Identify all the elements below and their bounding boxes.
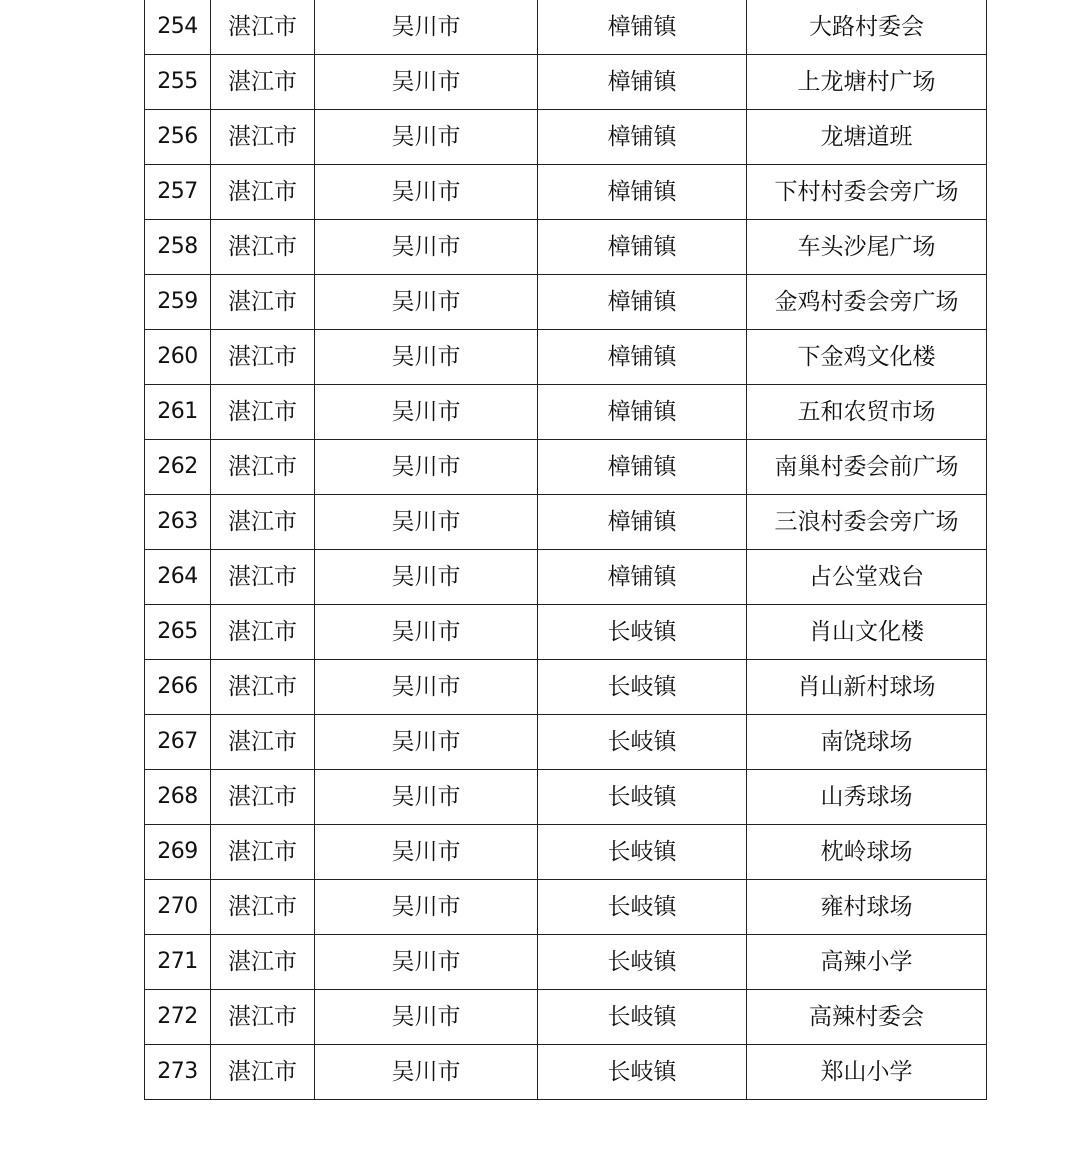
row-number-cell: 269 — [145, 825, 211, 880]
town-cell: 长岐镇 — [538, 770, 747, 825]
table-row — [145, 110, 987, 165]
city-cell: 湛江市 — [211, 0, 315, 55]
table-row — [145, 990, 987, 1045]
county-cell: 吴川市 — [315, 935, 538, 990]
town-cell: 长岐镇 — [538, 660, 747, 715]
site-list-table-container — [144, 0, 986, 1100]
row-number-cell: 257 — [145, 165, 211, 220]
town-cell: 樟铺镇 — [538, 385, 747, 440]
city-cell: 湛江市 — [211, 385, 315, 440]
table-row — [145, 550, 987, 605]
county-cell: 吴川市 — [315, 330, 538, 385]
town-cell: 樟铺镇 — [538, 165, 747, 220]
table-row — [145, 660, 987, 715]
county-cell: 吴川市 — [315, 825, 538, 880]
city-cell: 湛江市 — [211, 715, 315, 770]
table-row — [145, 495, 987, 550]
site-cell: 山秀球场 — [747, 770, 987, 825]
county-cell: 吴川市 — [315, 880, 538, 935]
city-cell: 湛江市 — [211, 990, 315, 1045]
table-row — [145, 385, 987, 440]
city-cell: 湛江市 — [211, 165, 315, 220]
site-cell: 雍村球场 — [747, 880, 987, 935]
row-number-cell: 254 — [145, 0, 211, 55]
table-row — [145, 605, 987, 660]
city-cell: 湛江市 — [211, 110, 315, 165]
city-cell: 湛江市 — [211, 440, 315, 495]
table-row — [145, 715, 987, 770]
site-cell: 大路村委会 — [747, 0, 987, 55]
site-cell: 占公堂戏台 — [747, 550, 987, 605]
town-cell: 樟铺镇 — [538, 110, 747, 165]
table-row — [145, 275, 987, 330]
town-cell: 樟铺镇 — [538, 220, 747, 275]
city-cell: 湛江市 — [211, 220, 315, 275]
county-cell: 吴川市 — [315, 385, 538, 440]
site-list-table — [144, 0, 987, 1100]
table-row — [145, 825, 987, 880]
site-cell: 五和农贸市场 — [747, 385, 987, 440]
town-cell: 樟铺镇 — [538, 550, 747, 605]
table-row — [145, 220, 987, 275]
city-cell: 湛江市 — [211, 55, 315, 110]
city-cell: 湛江市 — [211, 660, 315, 715]
row-number-cell: 255 — [145, 55, 211, 110]
row-number-cell: 263 — [145, 495, 211, 550]
county-cell: 吴川市 — [315, 990, 538, 1045]
table-row — [145, 935, 987, 990]
city-cell: 湛江市 — [211, 880, 315, 935]
table-row — [145, 770, 987, 825]
table-row — [145, 1045, 987, 1100]
row-number-cell: 273 — [145, 1045, 211, 1100]
county-cell: 吴川市 — [315, 550, 538, 605]
site-cell: 龙塘道班 — [747, 110, 987, 165]
site-cell: 南饶球场 — [747, 715, 987, 770]
table-row — [145, 880, 987, 935]
town-cell: 长岐镇 — [538, 1045, 747, 1100]
county-cell: 吴川市 — [315, 660, 538, 715]
city-cell: 湛江市 — [211, 495, 315, 550]
city-cell: 湛江市 — [211, 330, 315, 385]
site-cell: 三浪村委会旁广场 — [747, 495, 987, 550]
table-row — [145, 440, 987, 495]
site-cell: 枕岭球场 — [747, 825, 987, 880]
county-cell: 吴川市 — [315, 770, 538, 825]
town-cell: 樟铺镇 — [538, 55, 747, 110]
row-number-cell: 267 — [145, 715, 211, 770]
town-cell: 长岐镇 — [538, 990, 747, 1045]
row-number-cell: 260 — [145, 330, 211, 385]
site-cell: 下金鸡文化楼 — [747, 330, 987, 385]
row-number-cell: 264 — [145, 550, 211, 605]
county-cell: 吴川市 — [315, 715, 538, 770]
site-cell: 肖山新村球场 — [747, 660, 987, 715]
row-number-cell: 261 — [145, 385, 211, 440]
town-cell: 樟铺镇 — [538, 495, 747, 550]
city-cell: 湛江市 — [211, 935, 315, 990]
town-cell: 长岐镇 — [538, 605, 747, 660]
table-row — [145, 0, 987, 55]
row-number-cell: 262 — [145, 440, 211, 495]
town-cell: 长岐镇 — [538, 715, 747, 770]
site-cell: 郑山小学 — [747, 1045, 987, 1100]
county-cell: 吴川市 — [315, 55, 538, 110]
town-cell: 樟铺镇 — [538, 330, 747, 385]
city-cell: 湛江市 — [211, 770, 315, 825]
row-number-cell: 266 — [145, 660, 211, 715]
row-number-cell: 270 — [145, 880, 211, 935]
table-row — [145, 330, 987, 385]
town-cell: 樟铺镇 — [538, 0, 747, 55]
city-cell: 湛江市 — [211, 275, 315, 330]
row-number-cell: 268 — [145, 770, 211, 825]
town-cell: 樟铺镇 — [538, 440, 747, 495]
county-cell: 吴川市 — [315, 605, 538, 660]
town-cell: 长岐镇 — [538, 825, 747, 880]
row-number-cell: 271 — [145, 935, 211, 990]
site-cell: 上龙塘村广场 — [747, 55, 987, 110]
city-cell: 湛江市 — [211, 605, 315, 660]
site-cell: 下村村委会旁广场 — [747, 165, 987, 220]
county-cell: 吴川市 — [315, 275, 538, 330]
site-cell: 高辣村委会 — [747, 990, 987, 1045]
row-number-cell: 259 — [145, 275, 211, 330]
table-body — [145, 0, 987, 1100]
site-cell: 车头沙尾广场 — [747, 220, 987, 275]
county-cell: 吴川市 — [315, 495, 538, 550]
row-number-cell: 258 — [145, 220, 211, 275]
town-cell: 樟铺镇 — [538, 275, 747, 330]
county-cell: 吴川市 — [315, 1045, 538, 1100]
city-cell: 湛江市 — [211, 1045, 315, 1100]
city-cell: 湛江市 — [211, 825, 315, 880]
town-cell: 长岐镇 — [538, 880, 747, 935]
site-cell: 肖山文化楼 — [747, 605, 987, 660]
site-cell: 南巢村委会前广场 — [747, 440, 987, 495]
city-cell: 湛江市 — [211, 550, 315, 605]
row-number-cell: 272 — [145, 990, 211, 1045]
county-cell: 吴川市 — [315, 0, 538, 55]
row-number-cell: 256 — [145, 110, 211, 165]
county-cell: 吴川市 — [315, 220, 538, 275]
row-number-cell: 265 — [145, 605, 211, 660]
site-cell: 金鸡村委会旁广场 — [747, 275, 987, 330]
town-cell: 长岐镇 — [538, 935, 747, 990]
county-cell: 吴川市 — [315, 110, 538, 165]
county-cell: 吴川市 — [315, 165, 538, 220]
table-row — [145, 55, 987, 110]
table-row — [145, 165, 987, 220]
county-cell: 吴川市 — [315, 440, 538, 495]
site-cell: 高辣小学 — [747, 935, 987, 990]
